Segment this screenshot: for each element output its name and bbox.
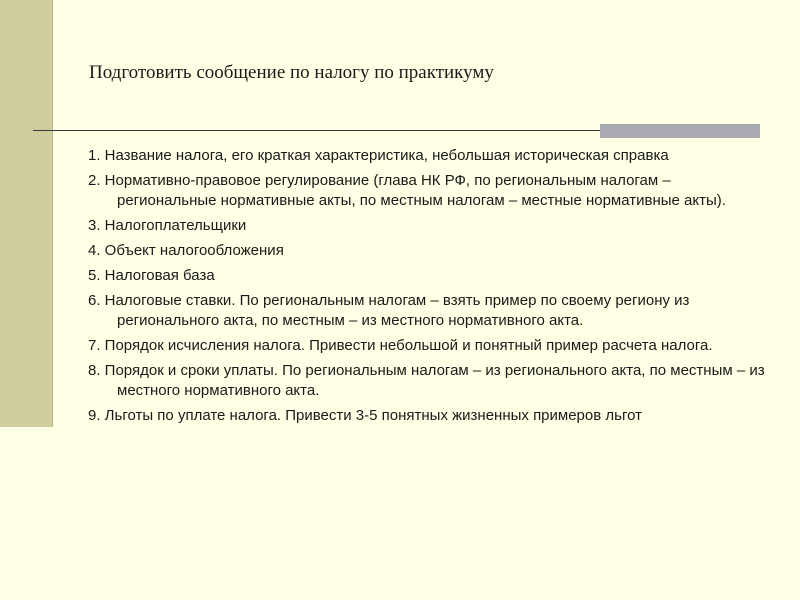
list-item: 2. Нормативно-правовое регулирование (глава НК РФ, по региональным налогам – региональные нормативные акты, по местным налогам – местные нормативные акты).: [88, 172, 726, 209]
list-item: 1. Название налога, его краткая характеристика, небольшая историческая справка: [88, 147, 669, 164]
list-item: 5. Налоговая база: [88, 267, 215, 284]
list-item: 7. Порядок исчисления налога. Привести небольшой и понятный пример расчета налога.: [88, 337, 713, 354]
left-accent-bar-edge: [52, 0, 53, 427]
list-item: 8. Порядок и сроки уплаты. По региональным налогам – из регионального акта, по местным – из местного нормативного акта.: [88, 362, 765, 399]
left-accent-bar: [0, 0, 52, 427]
list-item: 3. Налогоплательщики: [88, 217, 247, 234]
list-item: 9. Льготы по уплате налога. Привести 3-5 понятных жизненных примеров льгот: [88, 407, 642, 424]
task-list: [88, 146, 768, 431]
slide-title: Подготовить сообщение по налогу по практикуму: [89, 62, 494, 83]
list-item: 6. Налоговые ставки. По региональным налогам – взять пример по своему региону из регионального акта, по местным – из местного нормативного акта.: [88, 292, 690, 329]
title-divider: [33, 130, 600, 131]
list-item: 4. Объект налогообложения: [88, 242, 284, 259]
title-divider-accent: [600, 124, 760, 138]
